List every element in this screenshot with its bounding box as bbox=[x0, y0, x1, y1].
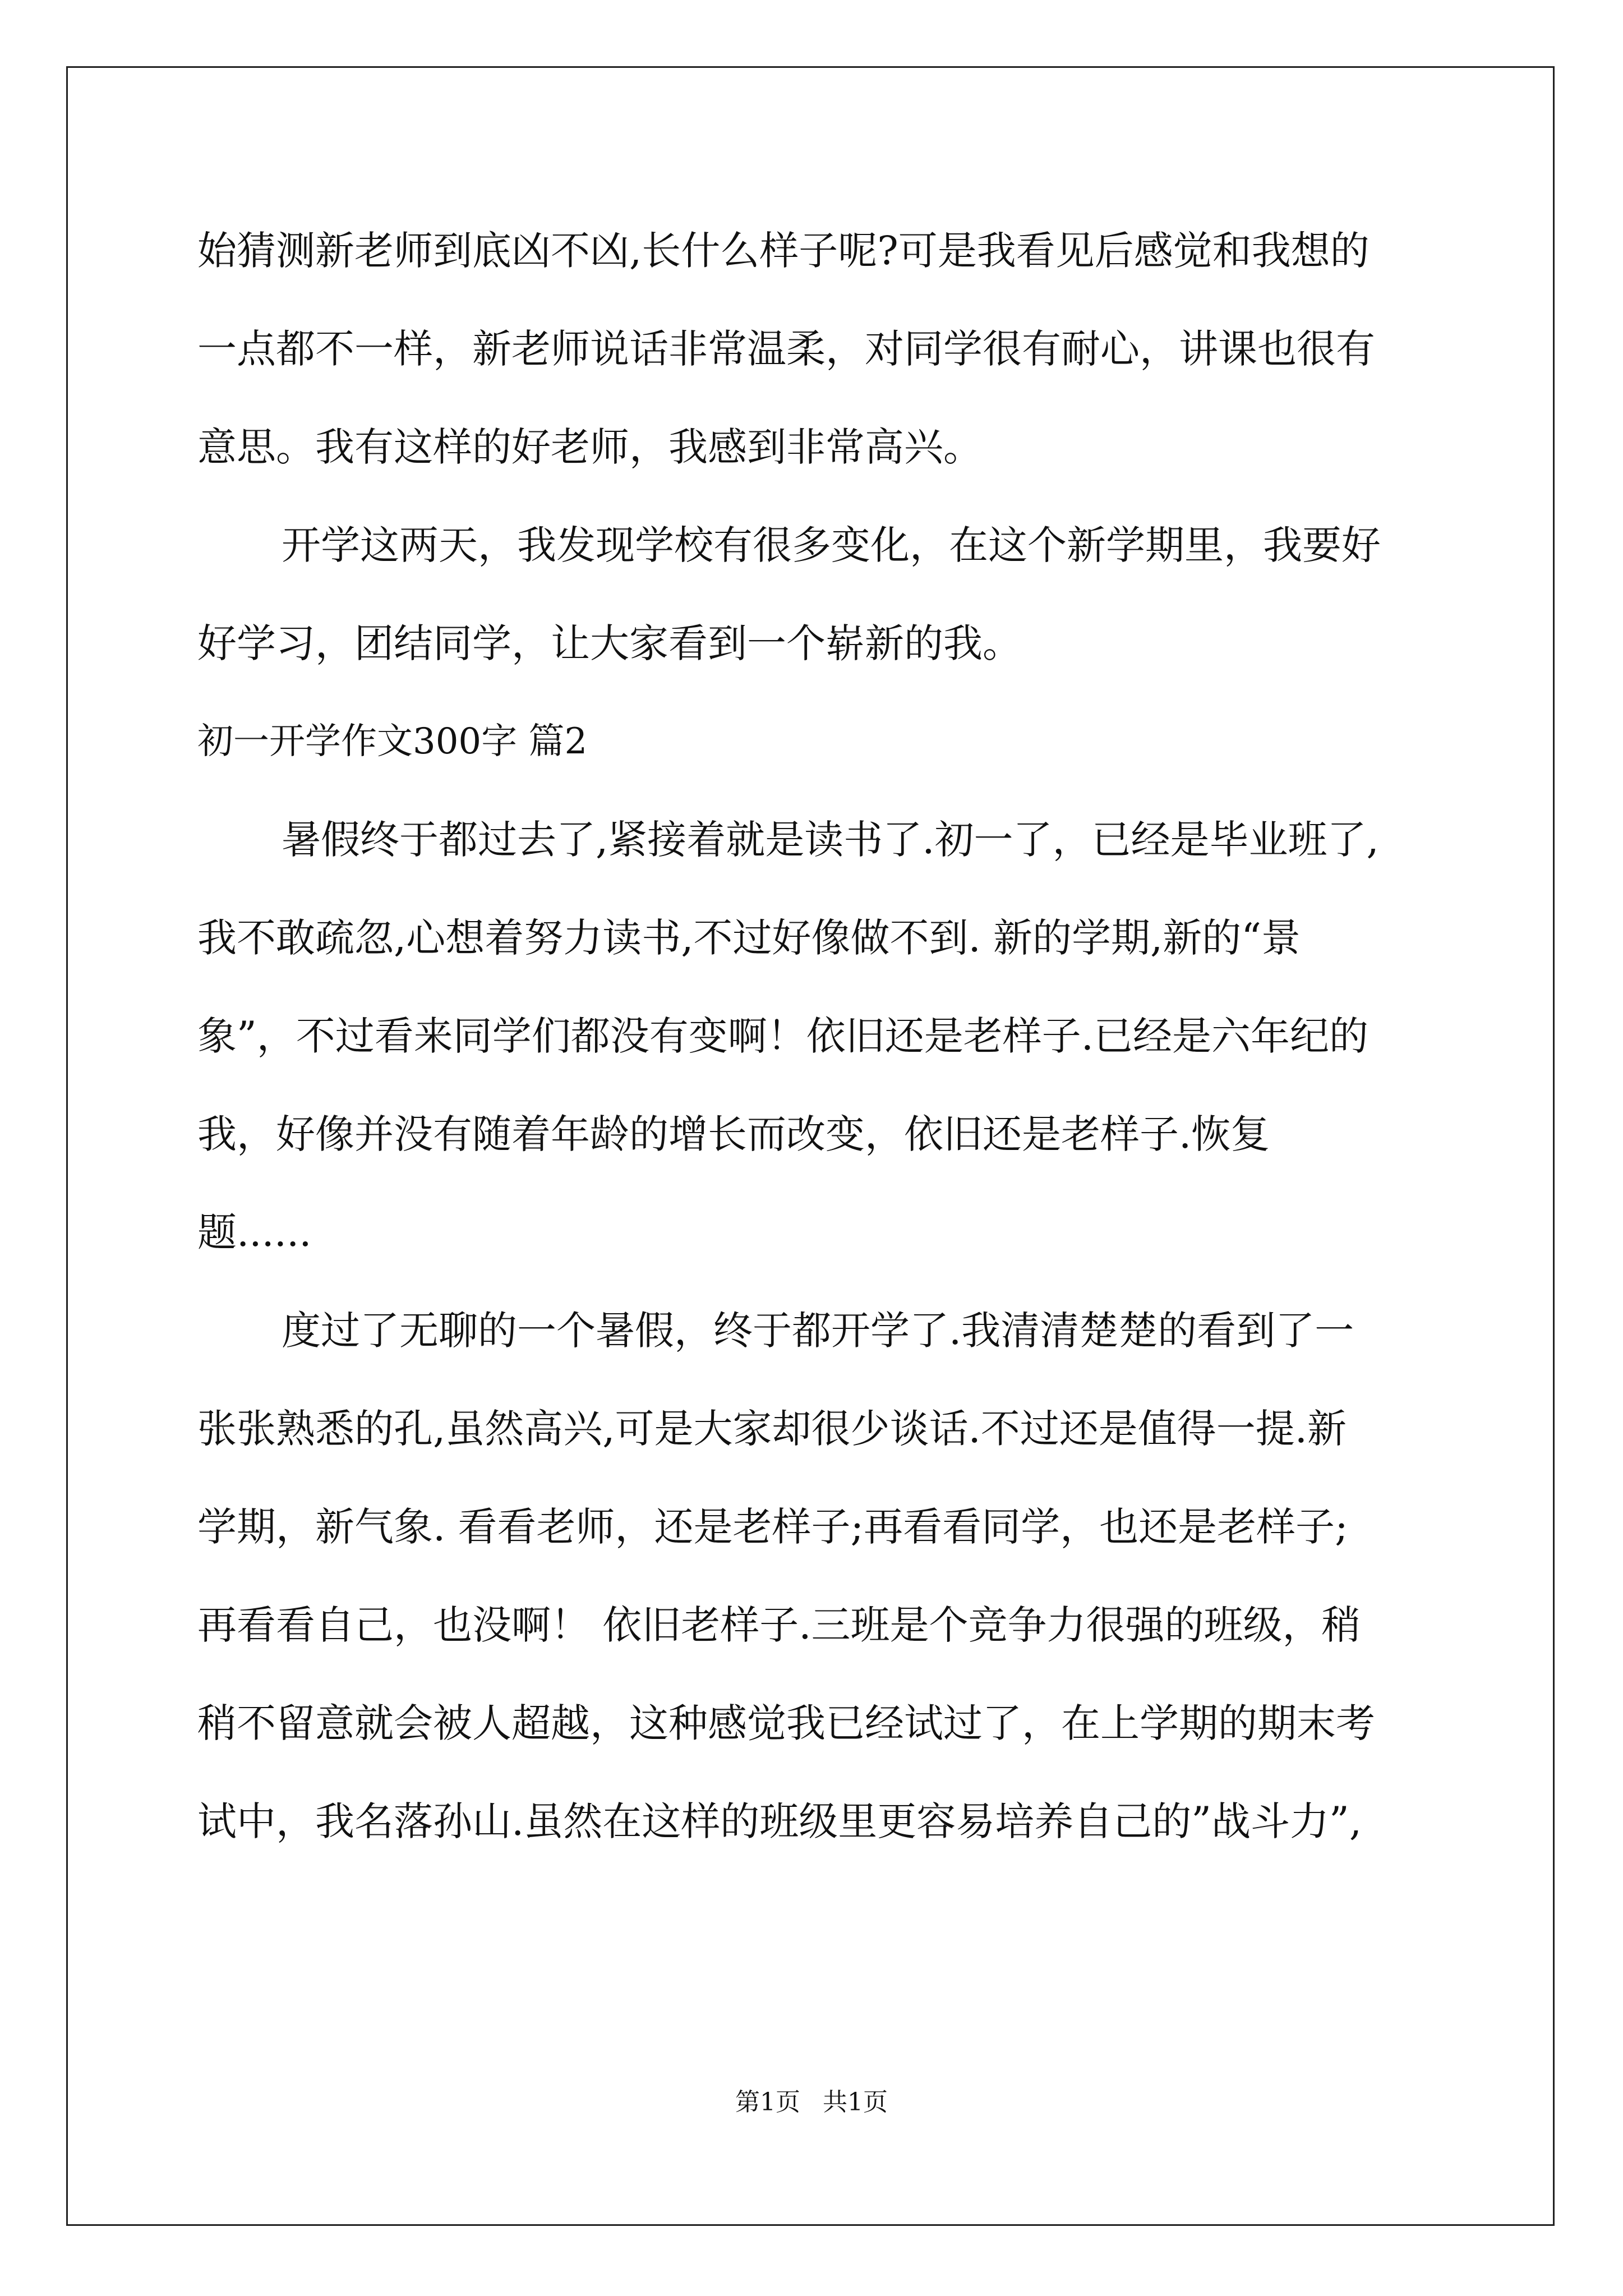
text-line: 度过了无聊的一个暑假，终于都开学了.我清清楚楚的看到了一 bbox=[282, 1308, 1354, 1354]
text-line: 我不敢疏忽,心想着努力读书,不过好像做不到. 新的学期,新的“景 bbox=[197, 915, 1301, 961]
section-heading: 初一开学作文300字 篇2 bbox=[197, 721, 588, 762]
text-line: 象”，不过看来同学们都没有变啊！依旧还是老样子.已经是六年纪的 bbox=[197, 1013, 1369, 1059]
text-line: 意思。我有这样的好老师，我感到非常高兴。 bbox=[197, 424, 983, 470]
text-line: 始猜测新老师到底凶不凶,长什么样子呢?可是我看见后感觉和我想的 bbox=[197, 228, 1370, 274]
text-line: 好学习，团结同学，让大家看到一个崭新的我。 bbox=[197, 620, 1022, 666]
text-line: 稍不留意就会被人超越，这种感觉我已经试过了，在上学期的期末考 bbox=[197, 1700, 1375, 1746]
page-footer bbox=[0, 2086, 1623, 2119]
text-line: 试中，我名落孙山.虽然在这样的班级里更容易培养自己的”战斗力”, bbox=[197, 1798, 1362, 1844]
text-line: 一点都不一样，新老师说话非常温柔，对同学很有耐心，讲课也很有 bbox=[197, 326, 1375, 372]
page-total: 共1页 bbox=[823, 2088, 888, 2116]
text-line: 再看看自己，也没啊！ 依旧老样子.三班是个竞争力很强的班级，稍 bbox=[197, 1602, 1361, 1648]
text-line: 张张熟悉的孔,虽然高兴,可是大家却很少谈话.不过还是值得一提.新 bbox=[197, 1406, 1347, 1452]
text-line: 题...... bbox=[197, 1209, 312, 1255]
text-line: 开学这两天，我发现学校有很多变化，在这个新学期里，我要好 bbox=[282, 522, 1381, 568]
document-body bbox=[197, 202, 1465, 1871]
text-line: 学期，新气象. 看看老师，还是老样子;再看看同学，也还是老样子; bbox=[197, 1504, 1348, 1550]
text-line: 暑假终于都过去了,紧接着就是读书了.初一了，已经是毕业班了, bbox=[282, 817, 1379, 863]
text-line: 我，好像并没有随着年龄的增长而改变，依旧还是老样子.恢复 bbox=[197, 1111, 1270, 1157]
page-number: 第1页 bbox=[735, 2088, 800, 2116]
